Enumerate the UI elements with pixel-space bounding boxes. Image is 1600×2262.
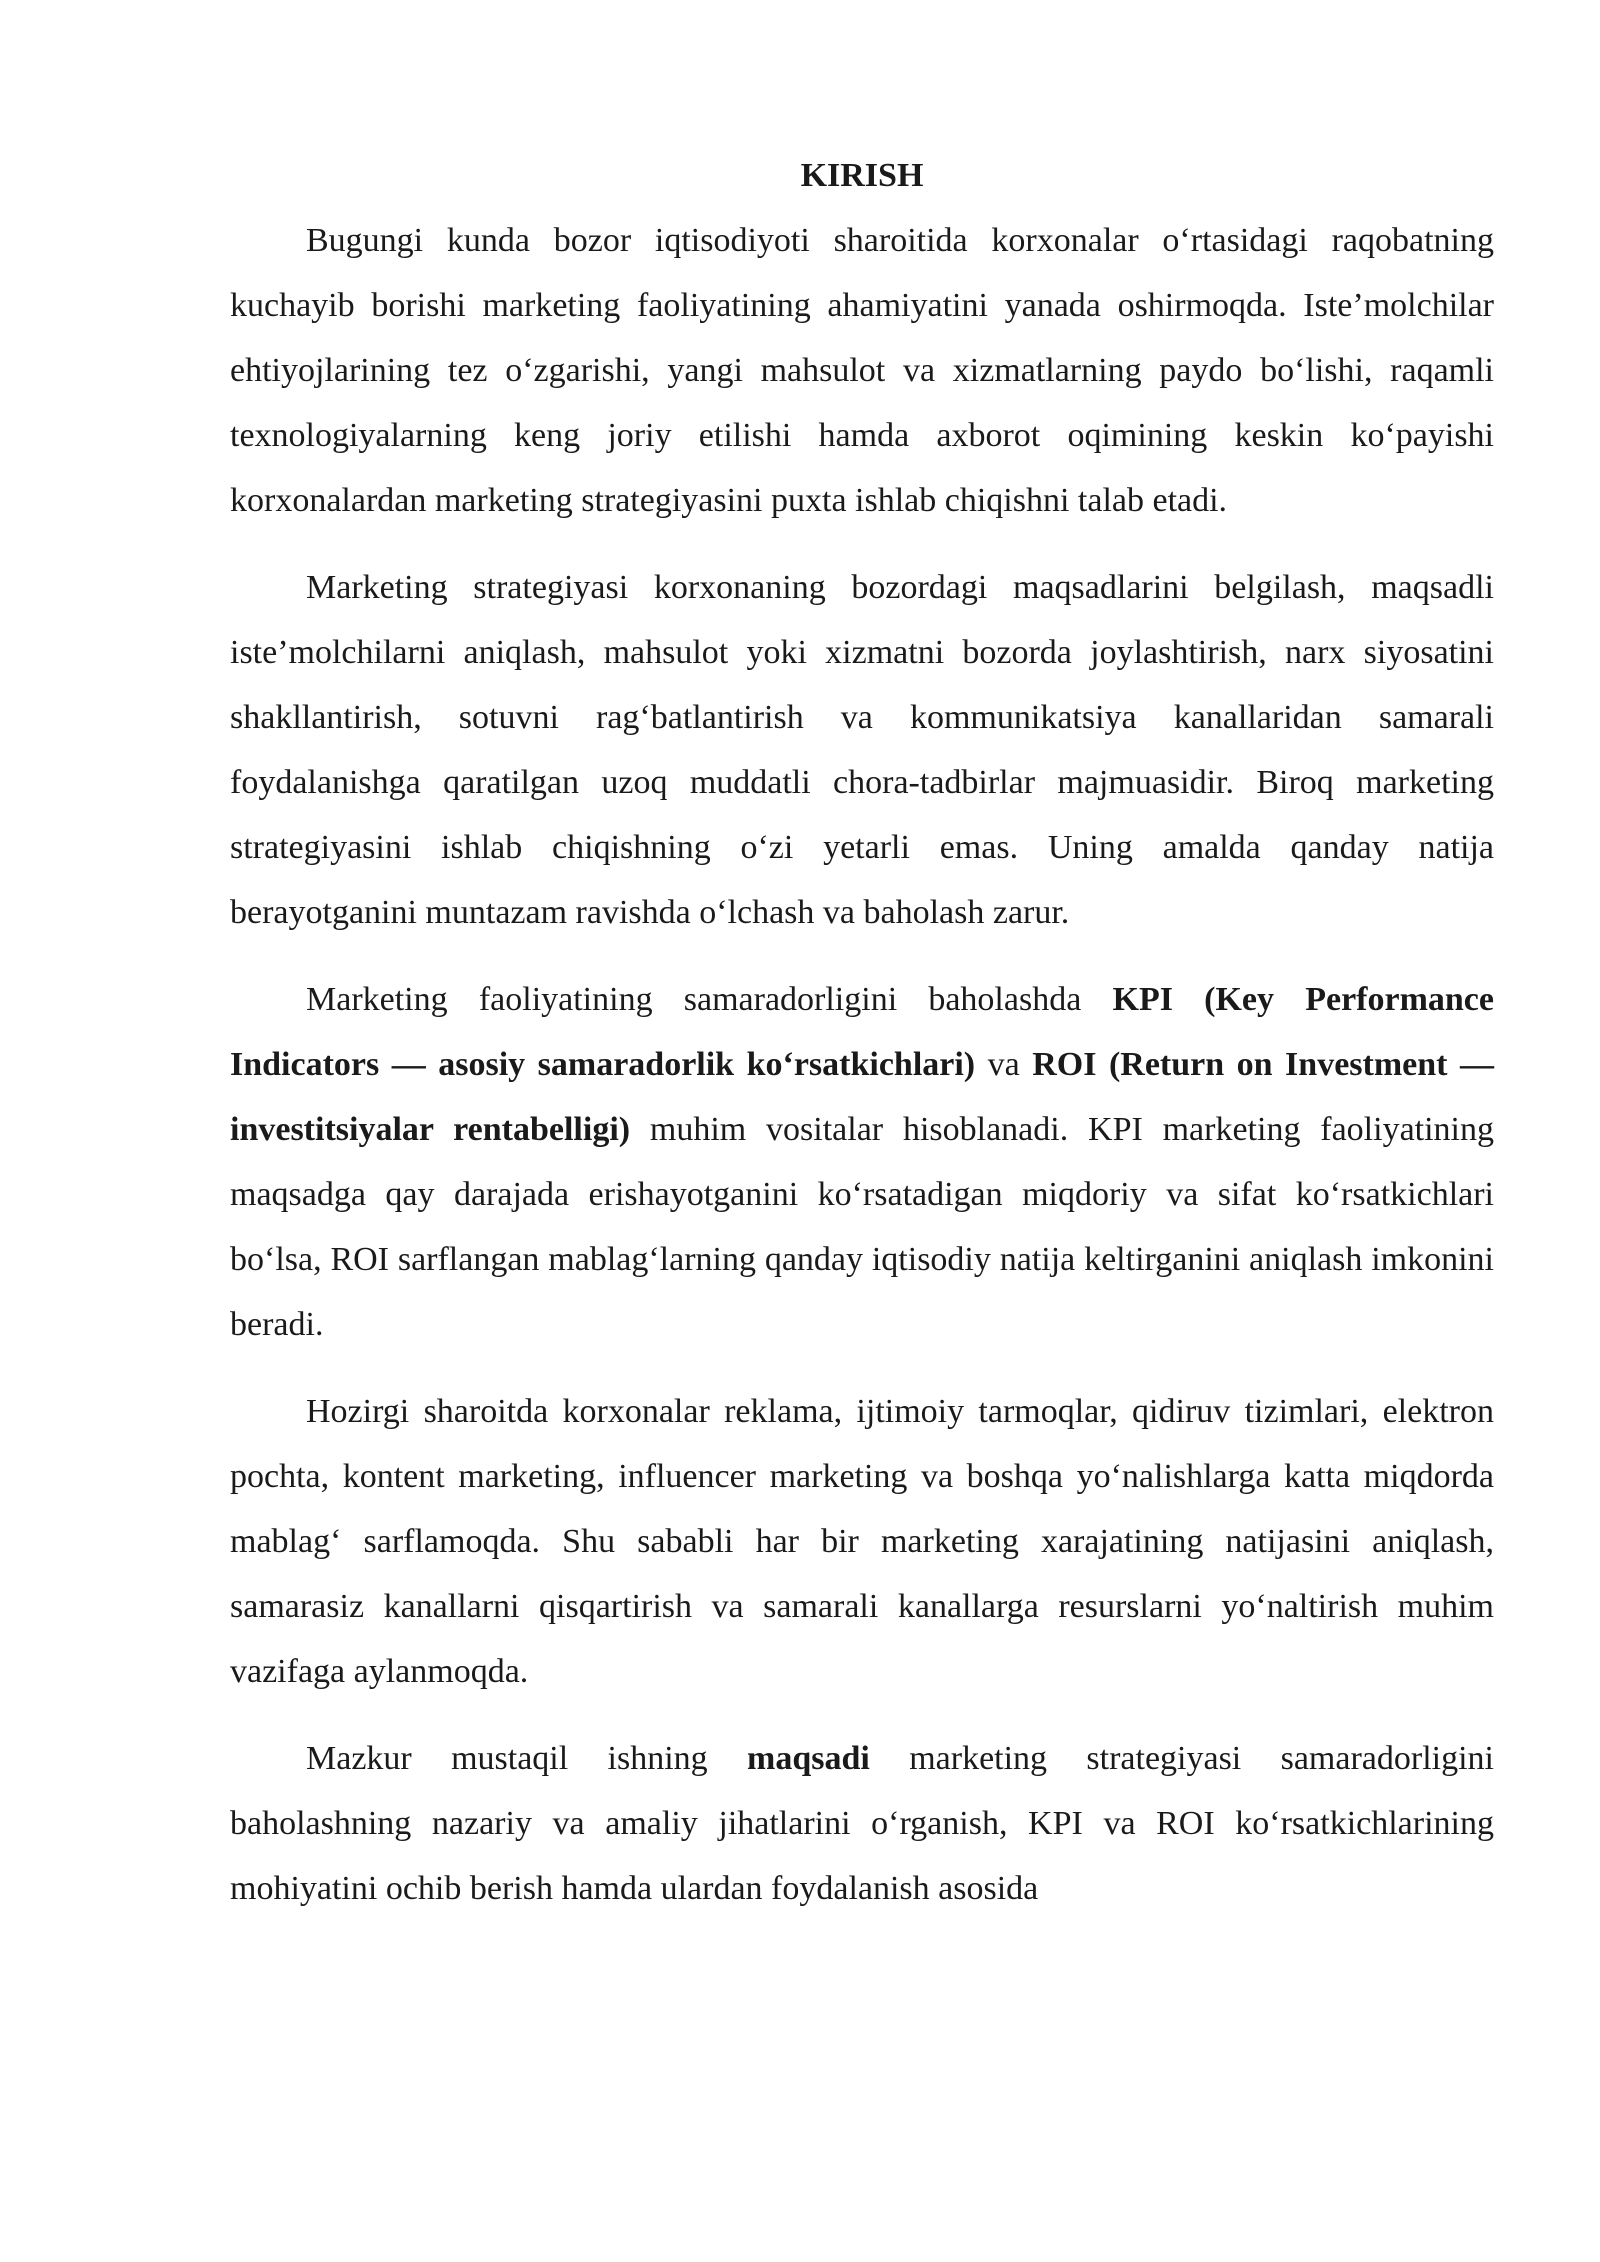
goal-keyword: maqsadi [747,1740,870,1777]
paragraph-5 [230,1726,1494,1921]
paragraph-4: Hozirgi sharoitda korxonalar reklama, ijtimoiy tarmoqlar, qidiruv tizimlari, elektron pochta, kontent marketing, influencer marketing va boshqa yo‘nalishlarga katta miqdorda mablag‘ sarflamoqda. Shu sababli har bir marketing xarajatining natijasini aniqlash, samarasiz kanallarni qisqartirish va samarali kanallarga resurslarni yo‘naltirish muhim vazifaga aylanmoqda. [230,1393,1494,1690]
paragraph-2: Marketing strategiyasi korxonaning bozordagi maqsadlarini belgilash, maqsadli iste’molchilarni aniqlash, mahsulot yoki xizmatni bozorda joylashtirish, narx siyosatini shakllantirish, sotuvni rag‘batlantirish va kommunikatsiya kanallaridan samarali foydalanishga qaratilgan uzoq muddatli chora-tadbirlar majmuasidir. Biroq marketing strategiyasini ishlab chiqishning o‘zi yetarli emas. Uning amalda qanday natija berayotganini muntazam ravishda o‘lchash va baholash zarur. [230,569,1494,931]
roi-definition: ROI (Return on Investment — investitsiyalar rentabelligi) [230,1046,1494,1148]
paragraph-3-text-3: muhim vositalar hisoblanadi. KPI marketing faoliyatining maqsadga qay darajada erishayotganini ko‘rsatadigan miqdoriy va sifat ko‘rsatkichlari bo‘lsa, ROI sarflangan mablag‘larning qanday iqtisodiy natija keltirganini aniqlash imkonini beradi. [230,1111,1494,1343]
kpi-definition: KPI (Key Performance Indicators — asosiy samaradorlik ko‘rsatkichlari) [230,981,1494,1083]
paragraph-3-text-2: va [975,1046,1033,1083]
paragraph-5-text-2: marketing strategiyasi samaradorligini baholashning nazariy va amaliy jihatlarini o‘rganish, KPI va ROI ko‘rsatkichlarining mohiyatini ochib berish hamda ulardan foydalanish asosida [230,1740,1494,1907]
paragraph-1: Bugungi kunda bozor iqtisodiyoti sharoitida korxonalar o‘rtasidagi raqobatning kuchayib borishi marketing faoliyatining ahamiyatini yanada oshirmoqda. Iste’molchilar ehtiyojlarining tez o‘zgarishi, yangi mahsulot va xizmatlarning paydo bo‘lishi, raqamli texnologiyalarning keng joriy etilishi hamda axborot oqimining keskin ko‘payishi korxonalardan marketing strategiyasini puxta ishlab chiqishni talab etadi. [230,222,1494,519]
paragraph-3-text-1: Marketing faoliyatining samaradorligini baholashda [306,981,1113,1018]
document-page [230,148,1494,1943]
section-title: KIRISH [800,157,924,194]
paragraph-3 [230,967,1494,1357]
paragraph-5-text-1: Mazkur mustaqil ishning [306,1740,748,1777]
